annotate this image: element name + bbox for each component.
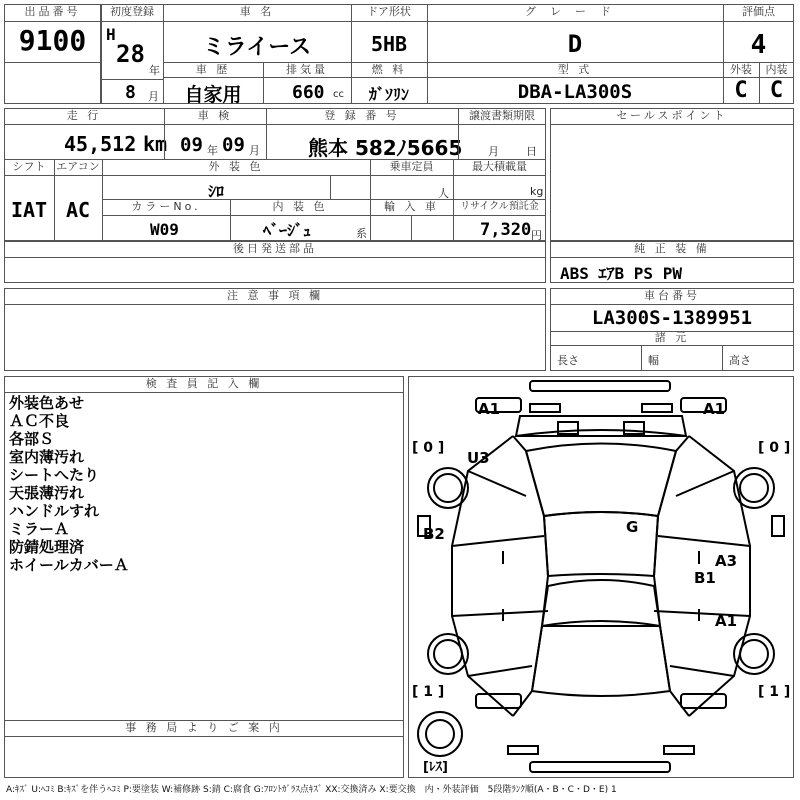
ac: AC (65, 198, 91, 222)
year: 28 (116, 40, 145, 68)
later-parts-label: 後日発送部品 (233, 242, 317, 255)
grade-label: グレード (525, 5, 625, 18)
inspector-label: 検 査 員 記 入 欄 (145, 377, 263, 390)
equipment: ABS ｴｱB PS PW (560, 264, 682, 283)
door: 5HB (370, 32, 408, 56)
tire-front-left: [ 0 ] (412, 440, 445, 456)
plate-label: 登 録 番 号 (324, 109, 400, 122)
color: ｼﾛ (207, 182, 224, 201)
mark-a1-front-right: A1 (703, 400, 726, 418)
mark-a1-rear-right: A1 (715, 612, 738, 630)
recycle: 7,320 (480, 220, 532, 240)
mark-a3: A3 (715, 552, 738, 570)
specs-label: 諸 元 (654, 331, 690, 344)
history-label: 車 歴 (195, 63, 231, 76)
spare-tire: [ﾚｽ] (423, 760, 448, 775)
width-label: 幅 (648, 354, 659, 367)
max-load-unit: kg (530, 185, 544, 198)
note-line: ＡＣ不良 (9, 412, 70, 430)
legend: A:ｷｽﾞ U:ﾍｺﾐ B:ｷｽﾞを伴うﾍｺﾐ P:要塗装 W:補修跡 S:錆 C:腐食 G:ﾌﾛﾝﾄｶﾞﾗｽ点ｷｽﾞ XX:交換済み X:要交換 内・外装評価 5段階ﾗﾝｸ順(A・B・C・D・E) 1 (6, 785, 617, 795)
note-line: 防錆処理済 (9, 538, 85, 556)
year-unit: 年 (149, 64, 160, 77)
note-line: 天張薄汚れ (9, 484, 85, 502)
note-line: ハンドルすれ (9, 502, 100, 520)
model-label: 型 式 (557, 63, 593, 76)
door-label: ドア形状 (367, 5, 411, 18)
transfer-month-unit: 月 (488, 145, 499, 158)
color-no-label: カラーNo. (131, 200, 201, 213)
lot-no: 9100 (18, 24, 87, 57)
shift: IAT (10, 198, 48, 222)
mileage-unit: km (143, 132, 168, 156)
caution-label: 注 意 事 項 欄 (227, 289, 323, 302)
transfer-label: 譲渡書類期限 (469, 109, 535, 122)
tire-rear-right: [ 1 ] (758, 684, 791, 700)
score: 4 (750, 30, 767, 60)
insp-year: 09 (180, 134, 203, 156)
mark-a1-front-left: A1 (478, 400, 501, 418)
import-label: 輸 入 車 (384, 200, 439, 213)
fuel: ｶﾞｿﾘﾝ (368, 85, 409, 104)
transfer-day-unit: 日 (526, 145, 537, 158)
car-diagram (408, 376, 794, 778)
first-reg-label: 初度登録 (110, 5, 154, 18)
height-label: 高さ (729, 354, 751, 367)
note-line: 室内薄汚れ (9, 448, 85, 466)
tire-front-right: [ 0 ] (758, 440, 791, 456)
tire-rear-left: [ 1 ] (412, 684, 445, 700)
sales-points-label: セールスポイント (616, 109, 728, 122)
interior-color-label: 内 装 色 (272, 200, 328, 213)
chassis-number: LA300S-1389951 (591, 307, 753, 329)
car-name-label: 車 名 (239, 5, 275, 18)
shift-label: シフト (12, 160, 46, 173)
plate: 熊本 582ﾉ5665 (308, 136, 463, 160)
note-line: 各部Ｓ (9, 430, 55, 448)
insp-month-unit: 月 (249, 144, 260, 157)
displacement: 660 (292, 82, 325, 103)
inspector-notes (9, 394, 129, 574)
displacement-unit: cc (333, 89, 344, 100)
month-unit: 月 (148, 90, 159, 103)
sales-points-box (550, 108, 794, 241)
lot-no-label: 出品番号 (24, 5, 81, 18)
office-label: 事 務 局 よ り ご 案 内 (125, 721, 283, 734)
displacement-label: 排気量 (286, 63, 328, 76)
insp-month: 09 (222, 134, 245, 156)
inspection-label: 車 検 (197, 109, 233, 122)
month: 8 (125, 82, 136, 103)
note-line: ミラーＡ (9, 520, 70, 538)
grade: D (567, 30, 583, 58)
ac-label: エアコン (56, 160, 100, 173)
exterior-label: 外装 (730, 63, 752, 76)
mileage-label: 走 行 (66, 109, 102, 122)
interior-color: ﾍﾞｰｼﾞｭ (263, 221, 312, 240)
history: 自家用 (184, 84, 242, 106)
note-line: 外装色あせ (9, 394, 85, 412)
fuel-label: 燃 料 (371, 63, 407, 76)
mark-b2: B2 (423, 525, 445, 543)
color-no: W09 (150, 220, 179, 239)
mileage: 45,512 (64, 132, 137, 156)
mark-g: G (626, 518, 639, 536)
chassis-label: 車台番号 (644, 289, 700, 302)
recycle-unit: 円 (531, 229, 542, 242)
capacity-label: 乗車定員 (389, 160, 434, 173)
exterior-score: C (734, 78, 748, 103)
length-label: 長さ (557, 354, 579, 367)
capacity-unit: 人 (438, 187, 449, 200)
insp-year-unit: 年 (207, 144, 218, 157)
score-label: 評価点 (742, 5, 775, 18)
car-name: ミライース (202, 35, 312, 60)
interior-label: 内装 (765, 63, 788, 76)
recycle-label: リサイクル預託金 (460, 201, 539, 212)
max-load-label: 最大積載量 (472, 160, 527, 173)
mark-u3: U3 (467, 449, 490, 467)
note-line: シートへたり (9, 466, 100, 484)
era: H (106, 25, 116, 44)
note-line: ホイールカバーＡ (9, 556, 129, 574)
model: DBA-LA300S (517, 81, 633, 103)
mark-b1: B1 (694, 569, 716, 587)
interior-score: C (769, 78, 784, 103)
color-label: 外 装 色 (208, 160, 264, 173)
equipment-label: 純 正 装 備 (634, 242, 710, 255)
interior-color-unit: 系 (356, 227, 367, 240)
